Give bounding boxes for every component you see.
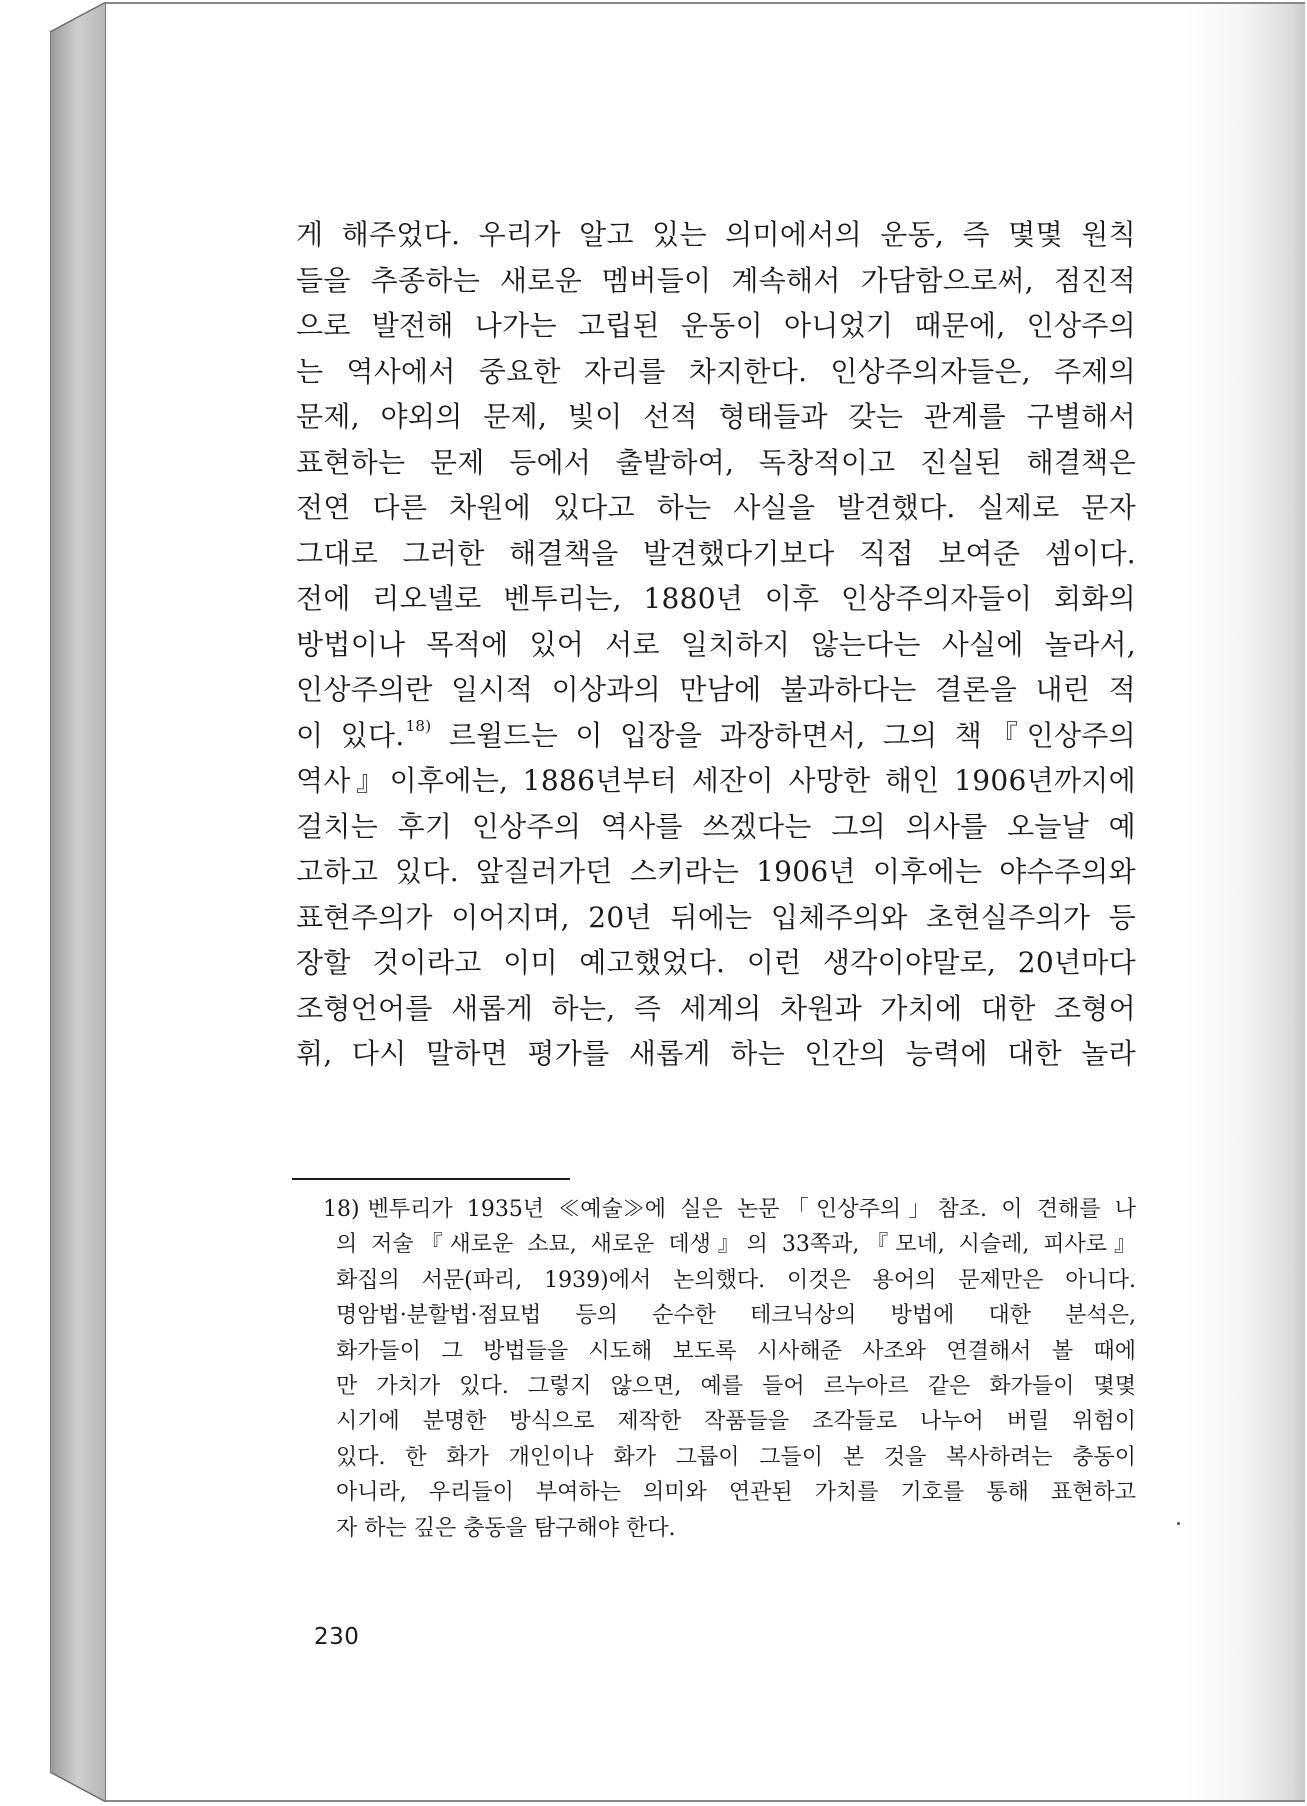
footnote-line: 아니라, 우리들이 부여하는 의미와 연관된 가치를 기호를 통해 표현하고: [336, 1480, 1136, 1506]
footnote-line: 의 저술『새로운 소묘, 새로운 데생』의 33쪽과,『모네, 시슬레, 피사로』: [336, 1232, 1136, 1258]
body-line: 문제, 야외의 문제, 빛이 선적 형태들과 갖는 관계를 구별해서: [296, 400, 1136, 433]
footnote-line: 명암법·분할법·점묘법 등의 순수한 테크닉상의 방법에 대한 분석은,: [336, 1303, 1136, 1329]
footnote-line: 화가들이 그 방법들을 시도해 보도록 시사해준 사조와 연결해서 볼 때에: [336, 1338, 1136, 1364]
body-line: 걸치는 후기 인상주의 역사를 쓰겠다는 그의 의사를 오늘날 예: [296, 809, 1136, 843]
footnote-text: 벤투리가 1935년 ≪예술≫에 실은 논문「인상주의」참조. 이 견해를 나: [367, 1197, 1136, 1222]
footnote-line: 있다. 한 화가 개인이나 화가 그룹이 그들이 본 것을 복사하려는 충동이: [336, 1444, 1136, 1470]
book-spine-edge: [50, 2, 108, 1802]
body-line: 휘, 다시 말하면 평가를 새롭게 하는 인간의 능력에 대한 놀라: [296, 1037, 1136, 1070]
footnote-line: 화집의 서문(파리, 1939)에서 논의했다. 이것은 용어의 문제만은 아니다.: [336, 1267, 1136, 1293]
body-line: 전에 리오넬로 벤투리는, 1880년 이후 인상주의자들이 회화의: [296, 582, 1136, 615]
body-line: 표현하는 문제 등에서 출발하여, 독창적이고 진실된 해결책은: [296, 445, 1136, 479]
page-number: 230: [314, 1624, 360, 1650]
body-line: 전연 다른 차원에 있다고 하는 사실을 발견했다. 실제로 문자: [296, 491, 1136, 524]
body-line: 표현주의가 이어지며, 20년 뒤에는 입체주의와 초현실주의가 등: [296, 900, 1136, 934]
body-line: 그대로 그러한 해결책을 발견했다기보다 직접 보여준 셈이다.: [296, 536, 1136, 570]
footnote-line: 자 하는 깊은 충동을 탐구해야 한다.: [336, 1515, 676, 1541]
body-line: 는 역사에서 중요한 자리를 차지한다. 인상주의자들은, 주제의: [296, 354, 1136, 388]
footnote-line: 시기에 분명한 방식으로 제작한 작품들을 조각들로 나누어 버릴 위험이: [336, 1409, 1136, 1435]
body-line: 게 해주었다. 우리가 알고 있는 의미에서의 운동, 즉 몇몇 원칙: [296, 218, 1136, 251]
body-line: 들을 추종하는 새로운 멤버들이 계속해서 가담함으로써, 점진적: [296, 263, 1136, 297]
body-line: 장할 것이라고 이미 예고했었다. 이런 생각이야말로, 20년마다: [296, 946, 1136, 979]
body-line: 고하고 있다. 앞질러가던 스키라는 1906년 이후에는 야수주의와: [296, 855, 1136, 888]
footnote-divider: [292, 1178, 570, 1180]
body-text: [296, 212, 1136, 1077]
footnote-reference-mark[interactable]: 18): [405, 716, 432, 735]
body-line: 조형언어를 새롭게 하는, 즉 세계의 차원과 가치에 대한 조형어: [296, 991, 1136, 1025]
footnote: [296, 1192, 1136, 1546]
body-line: 인상주의란 일시적 이상과의 만남에 불과하다는 결론을 내린 적: [296, 673, 1136, 706]
body-line: 역사』이후에는, 1886년부터 세잔이 사망한 해인 1906년까지에: [296, 764, 1136, 797]
footnote-line: 만 가치가 있다. 그렇지 않으면, 예를 들어 르누아르 같은 화가들이 몇몇: [336, 1373, 1136, 1399]
body-line-segment: 이 있다.: [296, 718, 405, 752]
footnote-line: [296, 1192, 1136, 1227]
body-line: 으로 발전해 나가는 고립된 운동이 아니었기 때문에, 인상주의: [296, 309, 1136, 342]
footnote-number: 18): [323, 1197, 360, 1222]
body-line-segment: 르윌드는 이 입장을 과장하면서, 그의 책『인상주의: [431, 718, 1136, 752]
body-line: 방법이나 목적에 있어 서로 일치하지 않는다는 사실에 놀라서,: [296, 627, 1136, 661]
scan-speck: [1177, 1522, 1180, 1525]
body-line-with-footnote-mark: [296, 713, 1136, 759]
